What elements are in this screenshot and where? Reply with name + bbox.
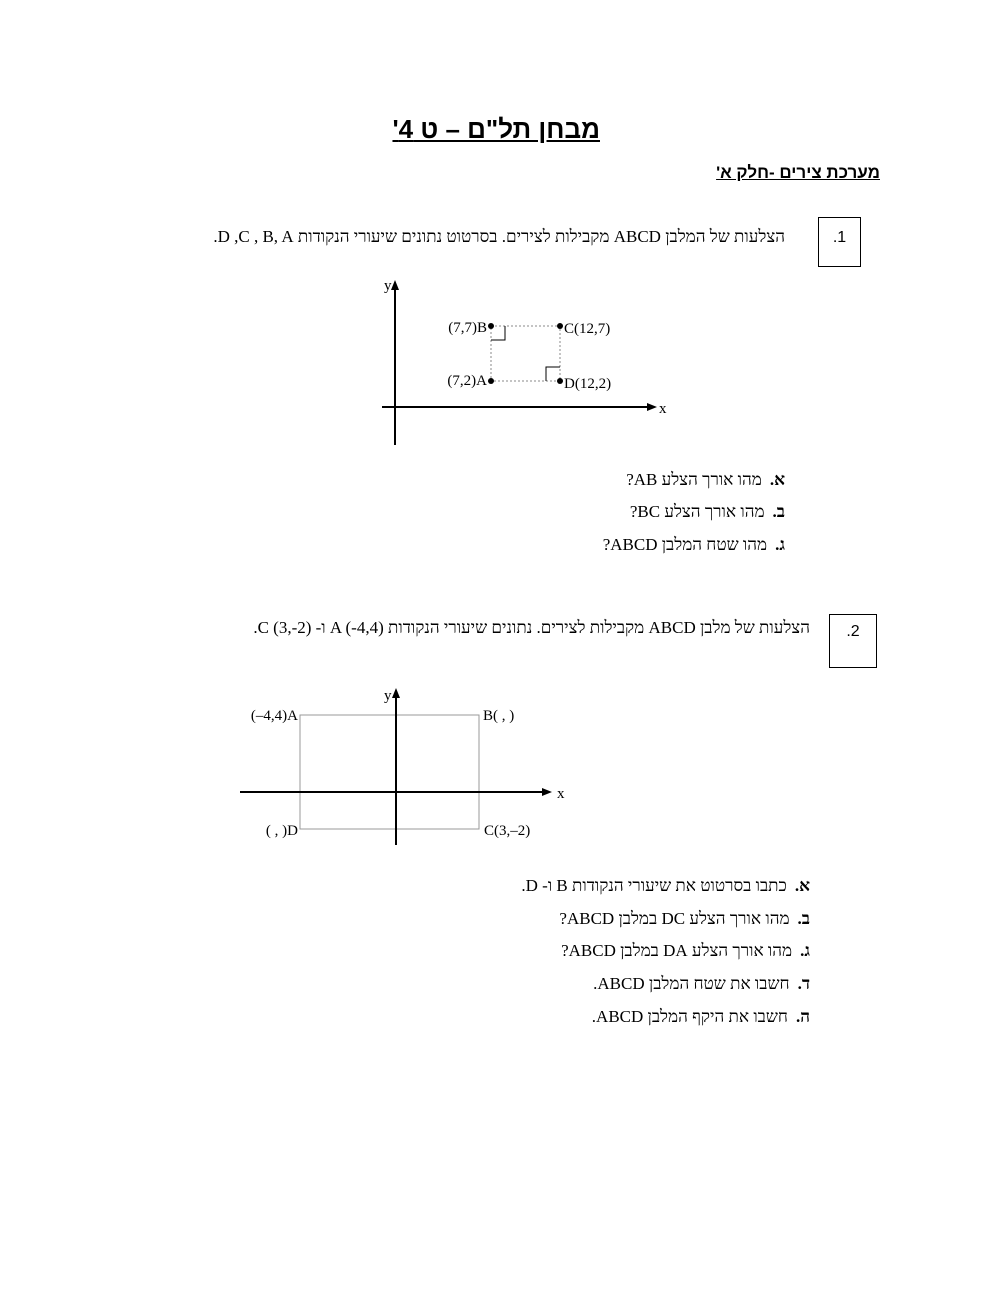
q1-point-a [488, 378, 494, 384]
q1-point-c [557, 323, 563, 329]
q1-sub-c-letter: ג. [775, 535, 785, 554]
question-1-graph [370, 270, 680, 450]
section-subtitle: מערכת צירים -חלק א' [716, 163, 880, 182]
q2-sub-d-letter: ד. [797, 974, 810, 993]
q2-sub-c-letter: ג. [800, 941, 810, 960]
q2-sub-b-letter: ב. [797, 909, 810, 928]
question-1-text: הצלעות של המלבן ABCD מקבילות לצירים. בסרטוט נתונים שיעורי הנקודות D ,C , B, A. [213, 227, 785, 246]
q2-label-b: B( , ) [483, 708, 515, 724]
q2-label-a: (–4,4)A [250, 708, 298, 724]
q1-x-axis-arrow [647, 403, 657, 411]
q1-label-b: (7,7)B [448, 320, 487, 336]
q2-sub-b-text: מהו אורך הצלע DC במלבן ABCD? [559, 909, 790, 928]
q2-sub-c [561, 941, 810, 961]
question-1-number-box [818, 217, 861, 267]
q2-sub-a-letter: א. [794, 876, 810, 895]
q1-label-c: C(12,7) [564, 321, 611, 337]
q2-sub-e-text: חשבו את היקף המלבן ABCD. [591, 1007, 788, 1026]
q2-y-axis-arrow [392, 688, 400, 698]
q1-sub-a-text: מהו אורך הצלע AB? [626, 470, 762, 489]
q1-sub-b-letter: ב. [772, 502, 785, 521]
q1-y-axis-arrow [391, 280, 399, 290]
q2-label-d: ( , )D [265, 823, 298, 839]
q2-x-axis-arrow [542, 788, 552, 796]
q1-sub-b-text: מהו אורך הצלע BC? [629, 502, 765, 521]
q2-sub-d [593, 974, 810, 994]
question-2-text: הצלעות של מלבן ABCD מקבילות לצירים. נתונים שיעורי הנקודות A (-4,4) ו- C (3,-2). [253, 618, 810, 637]
q1-label-a: (7,2)A [447, 373, 487, 389]
question-2-number: .2 [846, 623, 860, 640]
q2-sub-e-letter: ה. [795, 1007, 810, 1026]
q1-sub-b [630, 502, 785, 522]
q1-label-d: D(12,2) [564, 376, 612, 392]
q2-sub-d-text: חשבו את שטח המלבן ABCD. [593, 974, 790, 993]
q1-point-b [488, 323, 494, 329]
question-2-graph [230, 680, 590, 855]
q1-sub-c [603, 535, 785, 555]
q1-sub-a-letter: א. [769, 470, 785, 489]
q1-sub-a [626, 470, 785, 490]
question-1-number: .1 [832, 229, 847, 246]
page-title: מבחן תל"ם – ט 4' [392, 114, 600, 144]
q2-x-label: x [557, 786, 565, 802]
q2-label-c: C(3,–2) [484, 823, 531, 839]
q1-x-label: x [659, 401, 667, 417]
q2-rectangle [300, 715, 479, 829]
q1-rectangle [491, 326, 560, 381]
q2-sub-a-text: כתבו בסרטוט את שיעורי הנקודות B ו- D. [521, 876, 787, 895]
q2-sub-b [559, 909, 810, 929]
q2-sub-a [521, 876, 810, 896]
q2-sub-c-text: מהו אורך הצלע DA במלבן ABCD? [561, 941, 793, 960]
q1-y-label: y [384, 278, 392, 294]
q2-sub-e [592, 1007, 810, 1027]
q2-y-label: y [384, 688, 392, 704]
q1-sub-c-text: מהו שטח המלבן ABCD? [602, 535, 768, 554]
question-2-number-box [829, 614, 877, 668]
q1-point-d [557, 378, 563, 384]
